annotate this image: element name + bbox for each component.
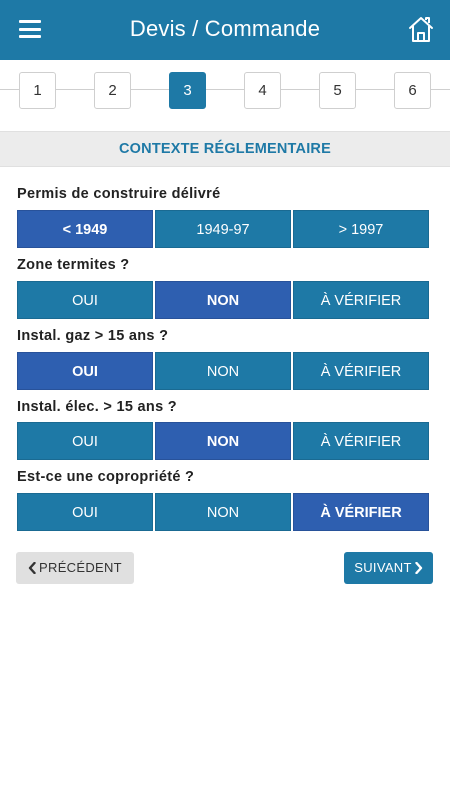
option-termites-verifier[interactable]: À VÉRIFIER <box>293 281 429 319</box>
options-elec <box>17 422 430 460</box>
option-after-1997[interactable]: > 1997 <box>293 210 429 248</box>
section-title: CONTEXTE RÉGLEMENTAIRE <box>0 131 450 167</box>
next-button[interactable] <box>344 552 433 584</box>
step-2[interactable]: 2 <box>94 72 131 109</box>
option-gaz-non[interactable]: NON <box>155 352 291 390</box>
stepper <box>0 60 450 118</box>
step-1[interactable]: 1 <box>19 72 56 109</box>
question-elec-label: Instal. élec. > 15 ans ? <box>17 399 177 415</box>
options-copro <box>17 493 430 531</box>
option-termites-oui[interactable]: OUI <box>17 281 153 319</box>
option-copro-oui[interactable]: OUI <box>17 493 153 531</box>
option-elec-oui[interactable]: OUI <box>17 422 153 460</box>
home-icon[interactable] <box>408 15 434 43</box>
step-6[interactable]: 6 <box>394 72 431 109</box>
option-gaz-oui[interactable]: OUI <box>17 352 153 390</box>
options-termites <box>17 281 430 319</box>
previous-button-label: PRÉCÉDENT <box>39 560 122 575</box>
option-copro-non[interactable]: NON <box>155 493 291 531</box>
options-permis <box>17 210 430 248</box>
option-elec-verifier[interactable]: À VÉRIFIER <box>293 422 429 460</box>
step-3[interactable]: 3 <box>169 72 206 109</box>
stepper-line <box>0 89 450 90</box>
option-gaz-verifier[interactable]: À VÉRIFIER <box>293 352 429 390</box>
previous-button[interactable] <box>16 552 134 584</box>
step-5[interactable]: 5 <box>319 72 356 109</box>
option-1949-97[interactable]: 1949-97 <box>155 210 291 248</box>
step-4[interactable]: 4 <box>244 72 281 109</box>
question-termites-label: Zone termites ? <box>17 257 130 273</box>
app-bar <box>0 0 450 60</box>
chevron-right-icon <box>415 562 423 574</box>
option-before-1949[interactable]: < 1949 <box>17 210 153 248</box>
question-gaz-label: Instal. gaz > 15 ans ? <box>17 328 169 344</box>
option-copro-verifier[interactable]: À VÉRIFIER <box>293 493 429 531</box>
next-button-label: SUIVANT <box>354 560 412 575</box>
page-title: Devis / Commande <box>129 16 321 41</box>
option-termites-non[interactable]: NON <box>155 281 291 319</box>
chevron-left-icon <box>28 562 36 574</box>
question-copro-label: Est-ce une copropriété ? <box>17 469 195 485</box>
options-gaz <box>17 352 430 390</box>
question-permis-label: Permis de construire délivré <box>17 186 221 202</box>
option-elec-non[interactable]: NON <box>155 422 291 460</box>
